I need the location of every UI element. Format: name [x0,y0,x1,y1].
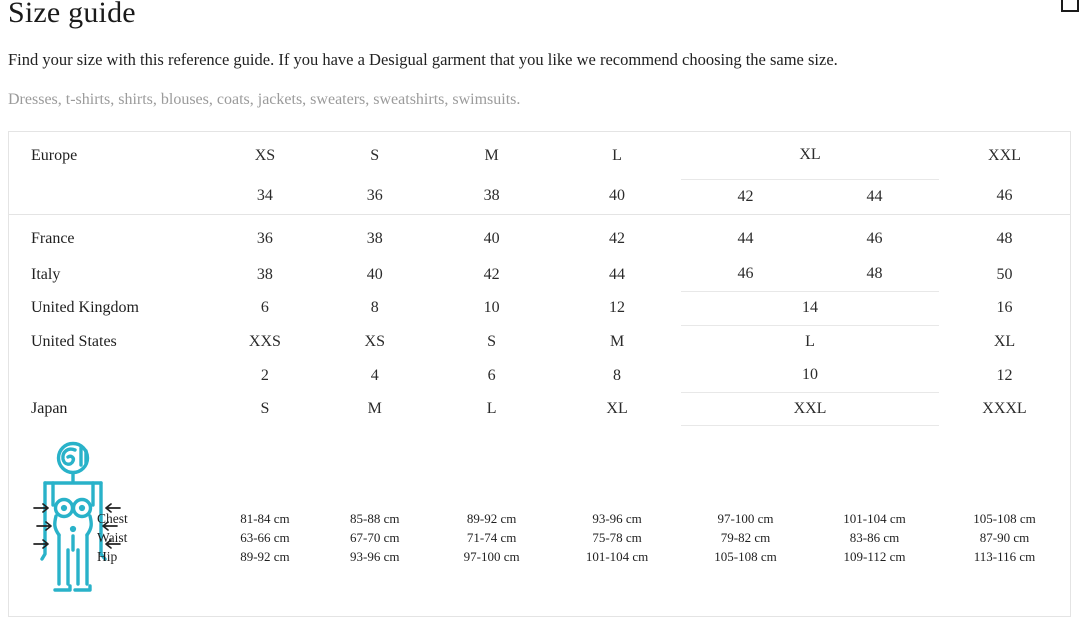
measurement-cell: 101-104 cm [585,548,649,564]
size-cell-merged: XL [681,132,939,179]
size-cell: XS [364,333,385,350]
measurement-cell: 89-92 cm [240,548,290,564]
size-cell: 4 [370,366,379,384]
measurement-cell: 79-82 cm [720,529,771,545]
size-cell: L [486,399,497,417]
size-cell: 6 [487,366,496,384]
size-cell: 46 [939,179,1070,214]
table-row-europe-sizes [9,132,1070,179]
measurement-cell: 97-100 cm [463,548,520,564]
region-label-empty [9,179,211,214]
size-cell: 50 [996,265,1013,283]
size-cell-merged: 10 [681,359,939,392]
table-row-waist [9,528,1070,547]
measurement-cell: 81-84 cm [240,510,290,526]
size-cell: 48 [996,229,1013,247]
measurement-cell: 97-100 cm [717,510,774,526]
size-cell: 38 [430,179,553,214]
size-cell: 46 [737,265,754,283]
table-row-united-kingdom [9,291,1070,325]
region-label: Japan [31,399,68,417]
body-measurements-table [9,509,1070,566]
size-cell: 8 [613,366,622,384]
size-cell: M [367,399,382,417]
measurement-cell: 105-108 cm [714,548,777,564]
size-cell-merged: XXL [681,392,939,425]
size-guide-description: Find your size with this reference guide. If you have a Desigual garment that you like we recommend choosing the same size. [8,50,838,69]
size-cell: 40 [366,265,383,283]
region-label: United States [31,333,117,350]
table-row-europe-numbers [9,179,1070,214]
region-label: Europe [31,146,78,164]
size-cell: 42 [609,229,626,247]
size-cell: 36 [319,179,430,214]
size-cell: 8 [370,299,379,316]
table-row-united-states-numbers [9,359,1070,392]
size-cell: XXS [248,333,281,350]
measurement-label: Chest [97,510,128,526]
size-cell: 12 [996,366,1013,384]
measurement-cell: 113-116 cm [973,548,1036,564]
measurement-cell: 63-66 cm [240,529,290,545]
size-cell: 44 [737,229,754,247]
size-cell: 44 [810,179,939,214]
size-cell: L [612,146,622,164]
measurement-cell: 93-96 cm [592,510,642,526]
size-cell: S [260,399,270,417]
size-cell: XS [254,146,276,164]
size-cell: 16 [996,299,1013,316]
size-cell: M [484,146,499,164]
close-button[interactable] [1061,0,1079,12]
size-cell-merged: L [805,333,815,351]
size-cell: 38 [256,265,273,283]
measurement-cell: 101-104 cm [843,510,906,526]
size-cell: 40 [553,179,681,214]
size-cell: 2 [260,366,269,384]
size-cell: 12 [609,299,626,316]
size-cell: S [370,146,380,164]
size-conversion-table [9,132,1070,426]
measurement-cell: 89-92 cm [466,510,517,526]
measurement-cell: 71-74 cm [466,529,517,545]
size-cell: 38 [366,229,383,247]
table-row-japan [9,392,1070,425]
size-cell-merged: 14 [681,291,939,325]
table-row-chest [9,509,1070,528]
region-label: Italy [31,265,61,283]
measurement-cell: 83-86 cm [849,529,900,545]
region-label: France [31,229,75,247]
page-title: Size guide [8,0,136,29]
size-cell: 34 [211,179,320,214]
size-cell: XXL [988,146,1021,164]
measurement-cell: 87-90 cm [979,529,1030,545]
table-row-italy [9,258,1070,291]
size-cell: 6 [260,299,269,316]
measurement-cell: 93-96 cm [350,548,400,564]
table-row-france [9,214,1070,258]
measurement-cell: 75-78 cm [592,529,642,545]
size-cell: 44 [609,265,626,283]
size-cell: 36 [256,229,273,247]
measurement-cell: 67-70 cm [350,529,400,545]
region-label: United Kingdom [31,299,139,316]
size-cell: 40 [483,229,500,247]
size-cell: XL [606,399,628,417]
size-cell: XXXL [982,399,1027,417]
measurement-cell: 105-108 cm [973,510,1036,526]
size-cell: 48 [866,265,883,283]
size-cell: 46 [866,229,883,247]
size-cell: XL [993,333,1016,350]
size-cell: 42 [681,179,810,214]
size-cell: S [487,333,497,350]
region-label-empty [9,359,211,392]
size-cell: 10 [483,299,500,316]
measurement-label: Hip [97,548,118,564]
table-row-united-states-sizes [9,325,1070,359]
table-row-hip [9,547,1070,566]
garment-categories-list: Dresses, t-shirts, shirts, blouses, coats, jackets, sweaters, sweatshirts, swimsuits. [8,91,521,108]
measurement-cell: 109-112 cm [843,548,906,564]
measurement-cell: 85-88 cm [350,510,400,526]
size-cell: M [609,333,625,350]
size-cell: 42 [483,265,500,283]
measurement-label: Waist [97,529,128,545]
size-guide-panel [8,131,1071,617]
